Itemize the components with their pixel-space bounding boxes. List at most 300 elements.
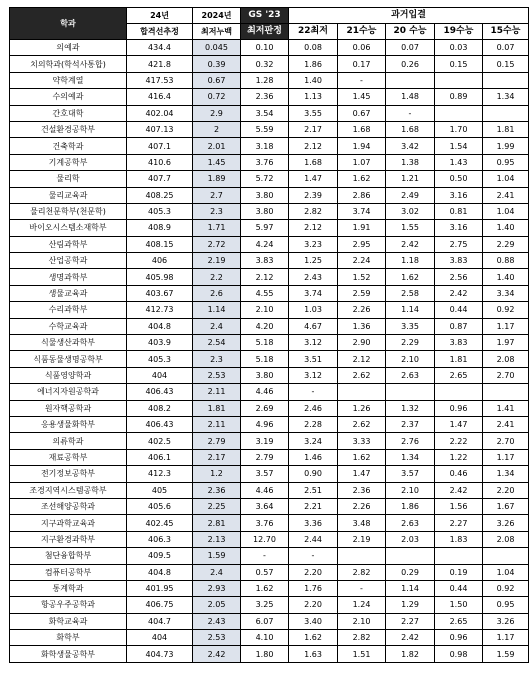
past-20-cell — [386, 72, 435, 88]
gs-judgement-cell: 3.57 — [241, 466, 289, 482]
past-21-cell: 2.95 — [338, 236, 386, 252]
past-22-cell: 3.40 — [289, 613, 338, 629]
table-row — [10, 564, 529, 580]
cutoff-estimate-cell: 406.43 — [127, 416, 193, 432]
cutoff-estimate-cell: 405.3 — [127, 203, 193, 219]
past-15-cell: 1.17 — [483, 449, 529, 465]
gs-judgement-cell: 3.83 — [241, 253, 289, 269]
dept-cell: 산업공학과 — [10, 253, 127, 269]
past-15-cell — [483, 72, 529, 88]
min-percentile-cell: 2.01 — [193, 138, 241, 154]
gs-judgement-cell: 5.18 — [241, 351, 289, 367]
past-15-cell: 1.34 — [483, 89, 529, 105]
table-row — [10, 253, 529, 269]
gs-judgement-cell: 5.72 — [241, 171, 289, 187]
past-21-cell: - — [338, 580, 386, 596]
dept-cell: 수리과학부 — [10, 302, 127, 318]
past-19-cell: 0.98 — [435, 646, 483, 662]
gs-judgement-cell: 4.46 — [241, 384, 289, 400]
table-row — [10, 646, 529, 662]
gs-judgement-cell: 3.25 — [241, 597, 289, 613]
past-15-cell: 1.41 — [483, 400, 529, 416]
past-22-cell: 2.43 — [289, 269, 338, 285]
past-20-cell: 2.58 — [386, 285, 435, 301]
past-15-cell: 0.15 — [483, 56, 529, 72]
past-19-cell: 0.87 — [435, 318, 483, 334]
dept-cell: 간호대학 — [10, 105, 127, 121]
past-22-cell: 1.25 — [289, 253, 338, 269]
cutoff-estimate-cell: 406.43 — [127, 384, 193, 400]
past-19-cell: 3.16 — [435, 220, 483, 236]
gs-judgement-cell: 6.07 — [241, 613, 289, 629]
table-row — [10, 154, 529, 170]
table-row — [10, 318, 529, 334]
past-15-cell: 0.92 — [483, 302, 529, 318]
header-past-col: 15수능 — [483, 24, 529, 40]
dept-cell: 화학생물공학부 — [10, 646, 127, 662]
dept-cell: 기계공학부 — [10, 154, 127, 170]
gs-judgement-cell: 1.80 — [241, 646, 289, 662]
min-percentile-cell: 2.13 — [193, 531, 241, 547]
past-22-cell: 2.12 — [289, 220, 338, 236]
cutoff-estimate-cell: 408.2 — [127, 400, 193, 416]
past-15-cell: 3.26 — [483, 613, 529, 629]
min-percentile-cell: 0.67 — [193, 72, 241, 88]
past-22-cell: 2.12 — [289, 138, 338, 154]
dept-cell: 생물교육과 — [10, 285, 127, 301]
past-22-cell: 3.12 — [289, 367, 338, 383]
past-21-cell: 2.62 — [338, 416, 386, 432]
past-15-cell: 2.20 — [483, 482, 529, 498]
min-percentile-cell: 0.045 — [193, 40, 241, 56]
past-22-cell: 2.82 — [289, 203, 338, 219]
past-19-cell: 0.44 — [435, 302, 483, 318]
past-21-cell: 3.74 — [338, 203, 386, 219]
table-row — [10, 466, 529, 482]
dept-cell: 항공우주공학과 — [10, 597, 127, 613]
past-19-cell: 0.03 — [435, 40, 483, 56]
header-past-col: 19수능 — [435, 24, 483, 40]
past-19-cell: 0.19 — [435, 564, 483, 580]
table-row — [10, 72, 529, 88]
gs-judgement-cell: 2.10 — [241, 302, 289, 318]
min-percentile-cell: 2.79 — [193, 433, 241, 449]
admissions-table — [9, 7, 529, 663]
past-22-cell: 3.12 — [289, 335, 338, 351]
past-22-cell: 2.21 — [289, 498, 338, 514]
past-21-cell: 0.17 — [338, 56, 386, 72]
table-row — [10, 187, 529, 203]
past-20-cell: 1.14 — [386, 580, 435, 596]
dept-cell: 조경지역시스템공학부 — [10, 482, 127, 498]
past-20-cell: 2.42 — [386, 630, 435, 646]
min-percentile-cell: 1.81 — [193, 400, 241, 416]
cutoff-estimate-cell: 408.25 — [127, 187, 193, 203]
table-row — [10, 203, 529, 219]
past-22-cell: 3.51 — [289, 351, 338, 367]
past-22-cell: 1.62 — [289, 630, 338, 646]
min-percentile-cell: 1.14 — [193, 302, 241, 318]
past-19-cell: 2.56 — [435, 269, 483, 285]
past-20-cell — [386, 548, 435, 564]
cutoff-estimate-cell: 404.8 — [127, 564, 193, 580]
table-row — [10, 416, 529, 432]
cutoff-estimate-cell: 410.6 — [127, 154, 193, 170]
past-22-cell: 3.74 — [289, 285, 338, 301]
min-percentile-cell: 2.54 — [193, 335, 241, 351]
min-percentile-cell: 2.93 — [193, 580, 241, 596]
past-22-cell: 3.55 — [289, 105, 338, 121]
table-row — [10, 548, 529, 564]
min-percentile-cell: 2.42 — [193, 646, 241, 662]
cutoff-estimate-cell: 408.9 — [127, 220, 193, 236]
header-col3-top: GS '23 — [241, 8, 289, 24]
gs-judgement-cell: 3.76 — [241, 154, 289, 170]
past-15-cell: 2.41 — [483, 187, 529, 203]
past-21-cell: 2.59 — [338, 285, 386, 301]
past-19-cell: 2.65 — [435, 367, 483, 383]
cutoff-estimate-cell: 405 — [127, 482, 193, 498]
past-22-cell: 2.28 — [289, 416, 338, 432]
table-row — [10, 269, 529, 285]
past-19-cell: 2.75 — [435, 236, 483, 252]
past-15-cell — [483, 548, 529, 564]
header-past-col: 21수능 — [338, 24, 386, 40]
min-percentile-cell: 2.05 — [193, 597, 241, 613]
dept-cell: 지구환경과학부 — [10, 531, 127, 547]
cutoff-estimate-cell: 434.4 — [127, 40, 193, 56]
dept-cell: 재료공학부 — [10, 449, 127, 465]
past-15-cell — [483, 105, 529, 121]
past-15-cell: 1.17 — [483, 318, 529, 334]
cutoff-estimate-cell: 412.73 — [127, 302, 193, 318]
table-row — [10, 482, 529, 498]
past-20-cell: 3.35 — [386, 318, 435, 334]
dept-cell: 치의학과(학석사통합) — [10, 56, 127, 72]
table-row — [10, 613, 529, 629]
dept-cell: 화학부 — [10, 630, 127, 646]
past-21-cell: 2.10 — [338, 613, 386, 629]
gs-judgement-cell: 0.32 — [241, 56, 289, 72]
cutoff-estimate-cell: 404 — [127, 630, 193, 646]
past-20-cell: 2.29 — [386, 335, 435, 351]
table-row — [10, 236, 529, 252]
table-row — [10, 285, 529, 301]
table-row — [10, 515, 529, 531]
past-22-cell: 1.47 — [289, 171, 338, 187]
past-19-cell: 2.65 — [435, 613, 483, 629]
past-21-cell: 1.36 — [338, 318, 386, 334]
cutoff-estimate-cell: 407.7 — [127, 171, 193, 187]
past-21-cell: 2.36 — [338, 482, 386, 498]
past-22-cell: 2.20 — [289, 597, 338, 613]
header-past-col: 22최저 — [289, 24, 338, 40]
past-21-cell: 1.62 — [338, 449, 386, 465]
min-percentile-cell: 1.89 — [193, 171, 241, 187]
past-19-cell: 3.16 — [435, 187, 483, 203]
past-19-cell — [435, 105, 483, 121]
table-row — [10, 56, 529, 72]
past-21-cell: 2.86 — [338, 187, 386, 203]
min-percentile-cell: 2.3 — [193, 203, 241, 219]
table-row — [10, 121, 529, 137]
past-20-cell: 1.21 — [386, 171, 435, 187]
past-22-cell: 2.20 — [289, 564, 338, 580]
past-22-cell: 1.86 — [289, 56, 338, 72]
past-15-cell: 0.92 — [483, 580, 529, 596]
min-percentile-cell: 1.45 — [193, 154, 241, 170]
past-20-cell: 3.42 — [386, 138, 435, 154]
past-15-cell: 1.40 — [483, 269, 529, 285]
past-20-cell: 0.26 — [386, 56, 435, 72]
past-22-cell: 1.40 — [289, 72, 338, 88]
gs-judgement-cell: 3.80 — [241, 367, 289, 383]
past-22-cell: 2.39 — [289, 187, 338, 203]
dept-cell: 물리천문학부(천문학) — [10, 203, 127, 219]
table-row — [10, 171, 529, 187]
table-row — [10, 400, 529, 416]
table-row — [10, 351, 529, 367]
past-15-cell: 1.97 — [483, 335, 529, 351]
min-percentile-cell: 2.3 — [193, 351, 241, 367]
gs-judgement-cell: 0.57 — [241, 564, 289, 580]
cutoff-estimate-cell: 405.98 — [127, 269, 193, 285]
past-21-cell: 1.24 — [338, 597, 386, 613]
cutoff-estimate-cell: 407.13 — [127, 121, 193, 137]
dept-cell: 의류학과 — [10, 433, 127, 449]
past-20-cell: 2.37 — [386, 416, 435, 432]
past-15-cell: 1.99 — [483, 138, 529, 154]
past-15-cell — [483, 384, 529, 400]
past-15-cell: 0.95 — [483, 597, 529, 613]
table-row — [10, 367, 529, 383]
min-percentile-cell: 2 — [193, 121, 241, 137]
dept-cell: 생명과학부 — [10, 269, 127, 285]
min-percentile-cell: 2.11 — [193, 384, 241, 400]
min-percentile-cell: 0.72 — [193, 89, 241, 105]
header-past-col: 20 수능 — [386, 24, 435, 40]
table-body — [10, 40, 529, 663]
dept-cell: 바이오시스템소재학부 — [10, 220, 127, 236]
past-19-cell: 0.46 — [435, 466, 483, 482]
past-15-cell: 1.40 — [483, 220, 529, 236]
past-19-cell: 0.44 — [435, 580, 483, 596]
past-19-cell: 2.22 — [435, 433, 483, 449]
dept-cell: 물리교육과 — [10, 187, 127, 203]
min-percentile-cell: 2.11 — [193, 416, 241, 432]
table-row — [10, 580, 529, 596]
gs-judgement-cell: 2.36 — [241, 89, 289, 105]
past-15-cell: 2.08 — [483, 531, 529, 547]
header-col2-top: 2024년 — [193, 8, 241, 24]
cutoff-estimate-cell: 401.95 — [127, 580, 193, 596]
past-19-cell — [435, 548, 483, 564]
past-15-cell: 2.29 — [483, 236, 529, 252]
past-22-cell: 1.63 — [289, 646, 338, 662]
min-percentile-cell: 2.72 — [193, 236, 241, 252]
min-percentile-cell: 2.4 — [193, 318, 241, 334]
past-20-cell: 0.29 — [386, 564, 435, 580]
cutoff-estimate-cell: 412.3 — [127, 466, 193, 482]
past-22-cell: 0.90 — [289, 466, 338, 482]
past-21-cell: 3.33 — [338, 433, 386, 449]
min-percentile-cell: 2.53 — [193, 630, 241, 646]
past-22-cell: 2.44 — [289, 531, 338, 547]
past-19-cell — [435, 384, 483, 400]
dept-cell: 통계학과 — [10, 580, 127, 596]
past-22-cell: 1.03 — [289, 302, 338, 318]
cutoff-estimate-cell: 403.9 — [127, 335, 193, 351]
gs-judgement-cell: 4.55 — [241, 285, 289, 301]
past-21-cell: 1.45 — [338, 89, 386, 105]
dept-cell: 수의예과 — [10, 89, 127, 105]
past-21-cell: 0.06 — [338, 40, 386, 56]
min-percentile-cell: 1.2 — [193, 466, 241, 482]
cutoff-estimate-cell: 406.1 — [127, 449, 193, 465]
min-percentile-cell: 2.81 — [193, 515, 241, 531]
gs-judgement-cell: 4.20 — [241, 318, 289, 334]
past-19-cell: 0.81 — [435, 203, 483, 219]
past-20-cell: 2.27 — [386, 613, 435, 629]
dept-cell: 응용생물화학부 — [10, 416, 127, 432]
past-15-cell: 2.08 — [483, 351, 529, 367]
past-21-cell: 1.26 — [338, 400, 386, 416]
dept-cell: 식품동물생명공학부 — [10, 351, 127, 367]
past-15-cell: 0.07 — [483, 40, 529, 56]
header-dept: 학과 — [10, 8, 127, 40]
dept-cell: 건축학과 — [10, 138, 127, 154]
gs-judgement-cell: 1.28 — [241, 72, 289, 88]
past-19-cell: 1.81 — [435, 351, 483, 367]
past-22-cell: - — [289, 384, 338, 400]
table-row — [10, 498, 529, 514]
past-19-cell: 0.96 — [435, 630, 483, 646]
dept-cell: 의예과 — [10, 40, 127, 56]
min-percentile-cell: 0.39 — [193, 56, 241, 72]
min-percentile-cell: 2.7 — [193, 187, 241, 203]
cutoff-estimate-cell: 404.73 — [127, 646, 193, 662]
table-row — [10, 335, 529, 351]
past-21-cell: 2.82 — [338, 630, 386, 646]
cutoff-estimate-cell: 408.15 — [127, 236, 193, 252]
cutoff-estimate-cell: 404 — [127, 367, 193, 383]
gs-judgement-cell: 4.10 — [241, 630, 289, 646]
gs-judgement-cell: 2.69 — [241, 400, 289, 416]
gs-judgement-cell: 1.62 — [241, 580, 289, 596]
past-20-cell: 2.63 — [386, 515, 435, 531]
cutoff-estimate-cell: 404.8 — [127, 318, 193, 334]
gs-judgement-cell: 5.18 — [241, 335, 289, 351]
min-percentile-cell: 1.59 — [193, 548, 241, 564]
cutoff-estimate-cell: 421.8 — [127, 56, 193, 72]
past-20-cell: 2.10 — [386, 482, 435, 498]
past-19-cell: 1.83 — [435, 531, 483, 547]
past-19-cell: 3.83 — [435, 335, 483, 351]
cutoff-estimate-cell: 402.5 — [127, 433, 193, 449]
past-20-cell: 1.82 — [386, 646, 435, 662]
past-19-cell: 0.89 — [435, 89, 483, 105]
past-20-cell: 0.07 — [386, 40, 435, 56]
past-20-cell: 1.55 — [386, 220, 435, 236]
cutoff-estimate-cell: 417.53 — [127, 72, 193, 88]
table-row — [10, 138, 529, 154]
gs-judgement-cell: 3.19 — [241, 433, 289, 449]
gs-judgement-cell: 3.80 — [241, 187, 289, 203]
dept-cell: 조선해양공학과 — [10, 498, 127, 514]
dept-cell: 약학계열 — [10, 72, 127, 88]
past-20-cell: 1.48 — [386, 89, 435, 105]
table-row — [10, 597, 529, 613]
past-19-cell — [435, 72, 483, 88]
past-20-cell: 2.10 — [386, 351, 435, 367]
cutoff-estimate-cell: 403.67 — [127, 285, 193, 301]
dept-cell: 산림과학부 — [10, 236, 127, 252]
past-19-cell: 1.47 — [435, 416, 483, 432]
past-21-cell: 1.94 — [338, 138, 386, 154]
past-15-cell: 1.34 — [483, 466, 529, 482]
header-col1-bottom: 합격선추정 — [127, 24, 193, 40]
past-22-cell: 2.46 — [289, 400, 338, 416]
past-15-cell: 1.59 — [483, 646, 529, 662]
past-15-cell: 3.34 — [483, 285, 529, 301]
past-21-cell: 1.07 — [338, 154, 386, 170]
gs-judgement-cell: 5.59 — [241, 121, 289, 137]
min-percentile-cell: 2.36 — [193, 482, 241, 498]
past-22-cell: 1.46 — [289, 449, 338, 465]
past-22-cell: 1.68 — [289, 154, 338, 170]
past-22-cell: 2.17 — [289, 121, 338, 137]
past-15-cell: 1.04 — [483, 171, 529, 187]
table-row — [10, 449, 529, 465]
gs-judgement-cell: - — [241, 548, 289, 564]
past-21-cell: - — [338, 72, 386, 88]
cutoff-estimate-cell: 402.04 — [127, 105, 193, 121]
past-21-cell: 1.52 — [338, 269, 386, 285]
past-19-cell: 2.42 — [435, 482, 483, 498]
past-19-cell: 1.54 — [435, 138, 483, 154]
past-20-cell: 2.49 — [386, 187, 435, 203]
past-22-cell: 1.76 — [289, 580, 338, 596]
dept-cell: 식물생산과학부 — [10, 335, 127, 351]
past-19-cell: 0.96 — [435, 400, 483, 416]
past-20-cell: 1.38 — [386, 154, 435, 170]
dept-cell: 원자핵공학과 — [10, 400, 127, 416]
past-15-cell: 1.17 — [483, 630, 529, 646]
gs-judgement-cell: 3.80 — [241, 203, 289, 219]
dept-cell: 화학교육과 — [10, 613, 127, 629]
dept-cell: 식품영양학과 — [10, 367, 127, 383]
gs-judgement-cell: 3.18 — [241, 138, 289, 154]
gs-judgement-cell: 3.54 — [241, 105, 289, 121]
past-19-cell: 1.70 — [435, 121, 483, 137]
past-20-cell: 3.57 — [386, 466, 435, 482]
past-20-cell — [386, 384, 435, 400]
past-20-cell: 1.34 — [386, 449, 435, 465]
cutoff-estimate-cell: 404.7 — [127, 613, 193, 629]
gs-judgement-cell: 3.76 — [241, 515, 289, 531]
table-row — [10, 220, 529, 236]
past-21-cell: 2.90 — [338, 335, 386, 351]
past-21-cell: 2.82 — [338, 564, 386, 580]
past-20-cell: 2.03 — [386, 531, 435, 547]
min-percentile-cell: 2.43 — [193, 613, 241, 629]
header-col3-bottom: 최저판정 — [241, 24, 289, 40]
past-20-cell: - — [386, 105, 435, 121]
dept-cell: 물리학 — [10, 171, 127, 187]
past-20-cell: 1.62 — [386, 269, 435, 285]
cutoff-estimate-cell: 406.3 — [127, 531, 193, 547]
min-percentile-cell: 2.25 — [193, 498, 241, 514]
